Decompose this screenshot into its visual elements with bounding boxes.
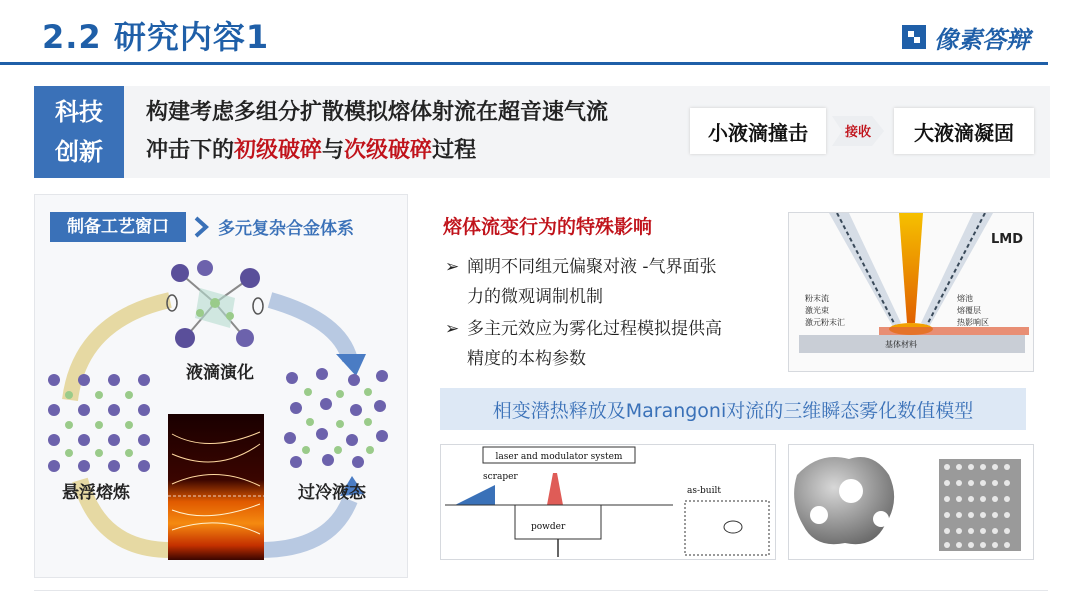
logo-text: 像素答辩: [934, 25, 1030, 54]
innovation-tag-line2: 创新: [55, 138, 103, 166]
lmd-label-right-3: 热影响区: [957, 318, 989, 327]
bullet-2-line-2: 精度的本构参数: [467, 349, 586, 369]
bullet-1-line-2: 力的微观调制机制: [467, 287, 603, 307]
primary-breakup-text: 初级破碎: [234, 138, 323, 163]
process-window-label: 制备工艺窗口: [50, 212, 186, 242]
footer-divider: [34, 590, 1048, 591]
innovation-mid: 与: [322, 138, 345, 163]
page-title: 2.2 研究内容1: [42, 18, 270, 56]
alloy-system-label: 多元复杂合金体系: [218, 219, 354, 239]
brand-logo: [900, 20, 1030, 54]
arc-bottom-right: [260, 500, 350, 550]
flow-arrow-label: 接收: [844, 125, 872, 140]
innovation-suffix: 过程: [432, 138, 477, 163]
lmd-drawing: [789, 213, 1033, 371]
band-structure-plot: [168, 414, 264, 560]
scraper-label: scraper: [483, 472, 518, 482]
title-divider: [0, 62, 1048, 65]
lmd-label-right-2: 熔覆层: [957, 306, 981, 315]
innovation-tag-line1: 科技: [55, 98, 103, 126]
melt-rheology-title: 熔体流变行为的特殊影响: [443, 216, 653, 238]
chevron-right-icon: [190, 214, 212, 240]
lattice-structure-images: [788, 444, 1034, 560]
droplet-evolution-label: 液滴演化: [186, 363, 254, 383]
innovation-line2: [146, 132, 686, 170]
powder-label: powder: [531, 522, 566, 532]
innovation-prefix: 冲击下的: [146, 138, 235, 163]
flow-step-large-droplet: 大液滴凝固: [894, 108, 1034, 154]
levitation-melting-label: 悬浮熔炼: [62, 483, 130, 503]
bullet-2-line-1: 多主元效应为雾化过程模拟提供高: [467, 319, 722, 339]
bullet-item-2: [445, 314, 785, 374]
numerical-model-banner: 相变潜热释放及Marangoni对流的三维瞬态雾化数值模型: [440, 388, 1026, 430]
lmd-substrate-label: 基体材料: [885, 340, 917, 349]
additive-manufacturing-schematic: [440, 444, 776, 560]
innovation-tag: [34, 86, 124, 178]
laser-system-label: laser and modulator system: [495, 452, 623, 462]
lmd-label-right-1: 熔池: [957, 294, 973, 303]
bullet-item-1: [445, 252, 785, 312]
flow-arrow-icon: [832, 114, 886, 148]
lattice-drawing: [789, 445, 1033, 559]
lmd-label-left-3: 激元粉末汇: [805, 318, 845, 327]
secondary-breakup-text: 次级破碎: [344, 138, 433, 163]
supercooled-liquid-label: 过冷液态: [298, 483, 366, 503]
innovation-text: [146, 94, 686, 170]
lmd-label-left-1: 粉末流: [805, 294, 829, 303]
flow-step-small-droplet: 小液滴撞击: [690, 108, 826, 154]
as-built-label: as-built: [687, 486, 721, 496]
molecule-illustration: [160, 258, 270, 353]
lmd-title: LMD: [991, 232, 1024, 247]
innovation-line1: 构建考虑多组分扩散模拟熔体射流在超音速气流: [146, 100, 609, 125]
logo-icon: [900, 23, 928, 51]
bullet-arrow-icon: ➢: [445, 319, 460, 339]
bullet-arrow-icon: ➢: [445, 257, 460, 277]
lmd-label-left-2: 激光束: [805, 306, 829, 315]
crystal-lattice-right: [282, 368, 390, 468]
crystal-lattice-left: [46, 372, 156, 472]
schematic-drawing: [441, 445, 775, 559]
lmd-diagram: [788, 212, 1034, 372]
arc-top-right: [270, 300, 350, 360]
bullet-1-line-1: 阐明不同组元偏聚对液 -气界面张: [467, 257, 717, 277]
